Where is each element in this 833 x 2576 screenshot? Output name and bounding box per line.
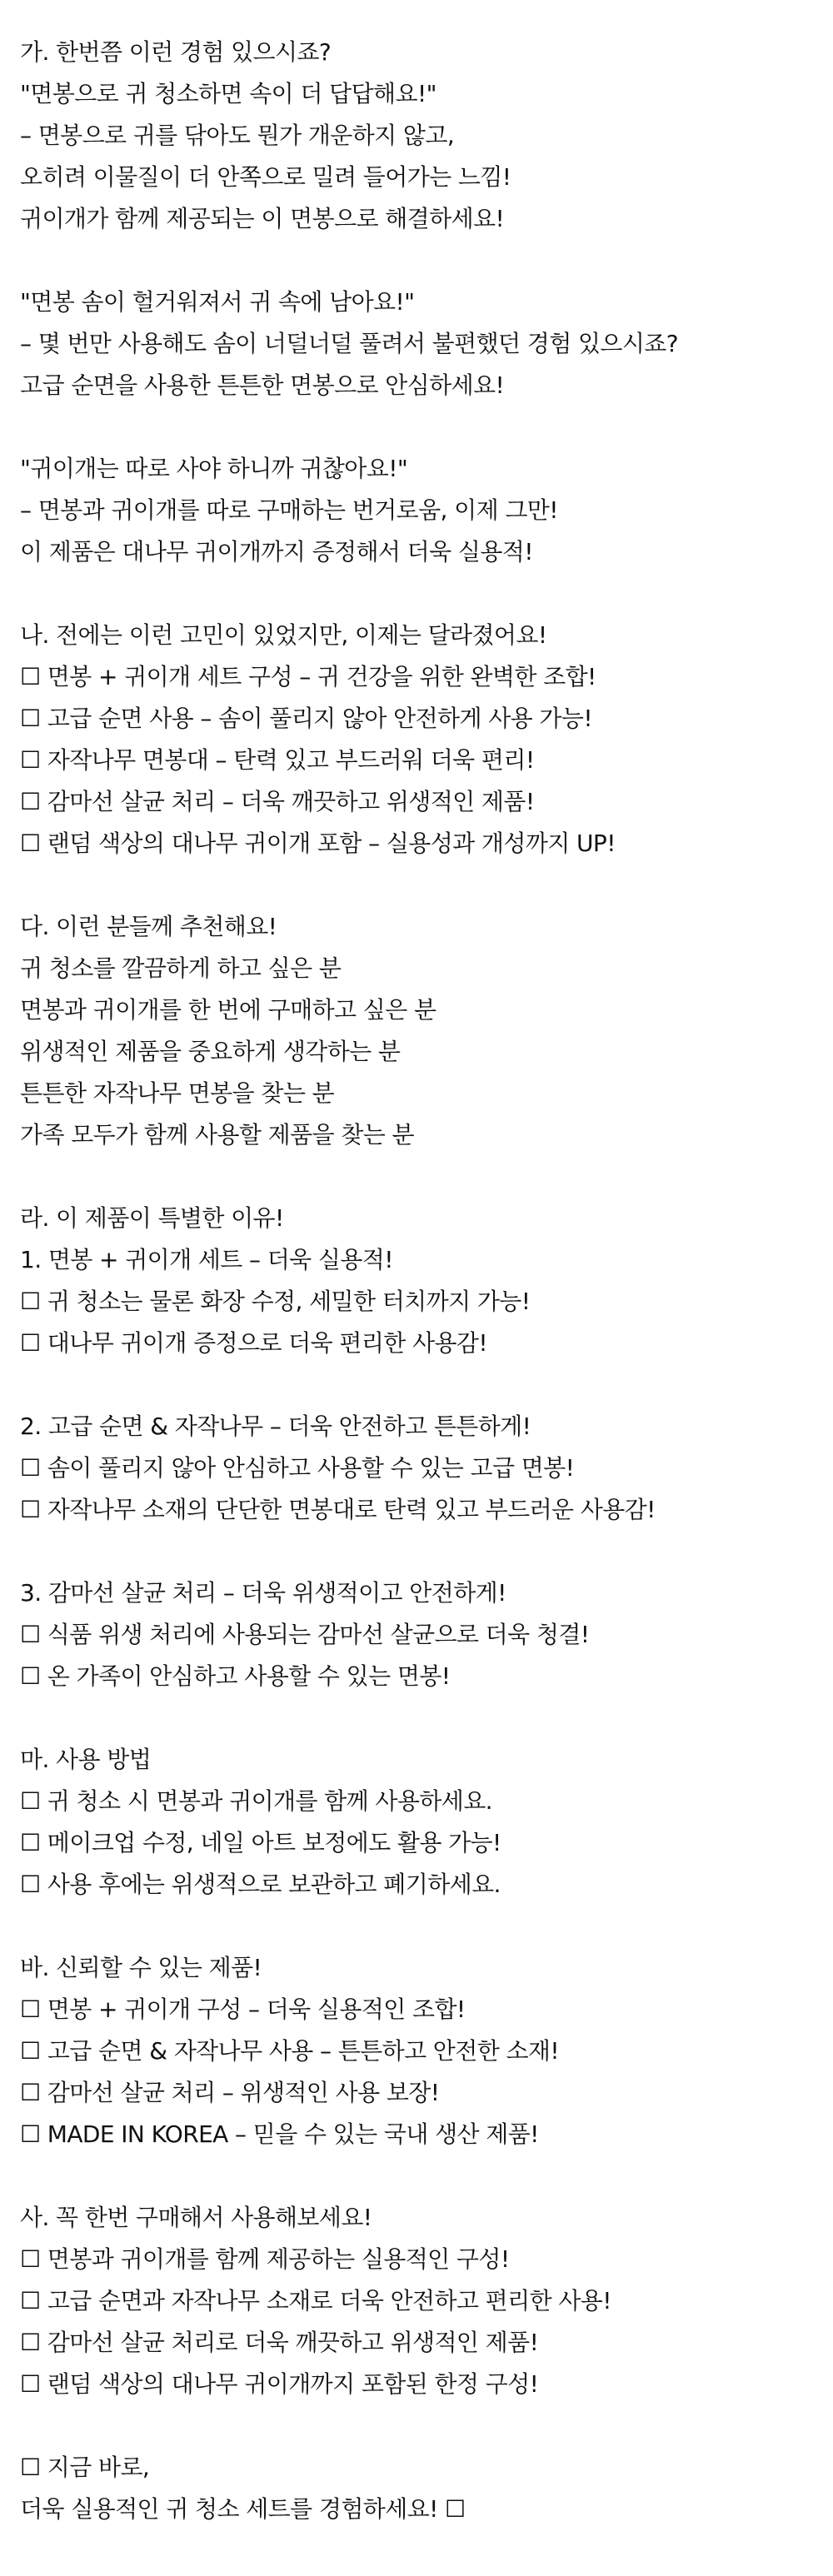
- closing-line: 더욱 실용적인 귀 청소 세트를 경험하세요! ☐: [20, 2495, 466, 2523]
- list-item: 귀 청소를 깔끔하게 하고 싶은 분: [20, 954, 342, 982]
- section-ma: [20, 1739, 833, 1906]
- checkbox-list-item: ☐ MADE IN KOREA – 믿을 수 있는 국내 생산 제품!: [20, 2120, 539, 2148]
- section-heading: 사. 꼭 한번 구매해서 사용해보세요!: [20, 2204, 372, 2231]
- checkbox-list-item: ☐ 면봉 + 귀이개 구성 – 더욱 실용적인 조합!: [20, 1996, 466, 2023]
- section-ga: [20, 32, 833, 240]
- checkbox-list-item: ☐ 감마선 살균 처리 – 더욱 깨끗하고 위생적인 제품!: [20, 788, 535, 815]
- spacer: [20, 2405, 833, 2447]
- quote-line: "귀이개는 따로 사야 하니까 귀찮아요!": [20, 455, 408, 482]
- spacer: [20, 1906, 833, 1947]
- text-line: – 몇 번만 사용해도 솜이 너덜너덜 풀려서 불편했던 경험 있으시죠?: [20, 330, 679, 357]
- text-line: – 면봉과 귀이개를 따로 구매하는 번거로움, 이제 그만!: [20, 496, 558, 524]
- subsection-heading: 2. 고급 순면 & 자작나무 – 더욱 안전하고 튼튼하게!: [20, 1413, 531, 1440]
- list-item: 가족 모두가 함께 사용할 제품을 찾는 분: [20, 1121, 414, 1148]
- checkbox-list-item: ☐ 랜덤 색상의 대나무 귀이개까지 포함된 한정 구성!: [20, 2370, 539, 2398]
- section-ga-2: [20, 282, 833, 406]
- spacer: [20, 573, 833, 615]
- section-ra-3: [20, 1572, 833, 1697]
- text-line: 이 제품은 대나무 귀이개까지 증정해서 더욱 실용적!: [20, 538, 533, 566]
- list-item: 면봉과 귀이개를 한 번에 구매하고 싶은 분: [20, 996, 436, 1024]
- checkbox-list-item: ☐ 면봉 + 귀이개 세트 구성 – 귀 건강을 위한 완벽한 조합!: [20, 663, 596, 690]
- section-closing: [20, 2447, 833, 2530]
- checkbox-list-item: ☐ 메이크업 수정, 네일 아트 보정에도 활용 가능!: [20, 1829, 501, 1856]
- checkbox-list-item: ☐ 자작나무 소재의 단단한 면봉대로 탄력 있고 부드러운 사용감!: [20, 1496, 656, 1523]
- spacer: [20, 1156, 833, 1198]
- checkbox-list-item: ☐ 대나무 귀이개 증정으로 더욱 편리한 사용감!: [20, 1329, 487, 1357]
- subsection-heading: 1. 면봉 + 귀이개 세트 – 더욱 실용적!: [20, 1246, 393, 1273]
- spacer: [20, 406, 833, 448]
- checkbox-list-item: ☐ 고급 순면 사용 – 솜이 풀리지 않아 안전하게 사용 가능!: [20, 705, 592, 732]
- subsection-heading: 3. 감마선 살균 처리 – 더욱 위생적이고 안전하게!: [20, 1579, 506, 1607]
- section-da: [20, 906, 833, 1156]
- section-heading: 라. 이 제품이 특별한 이유!: [20, 1204, 284, 1232]
- section-heading: 나. 전에는 이런 고민이 있었지만, 이제는 달라졌어요!: [20, 621, 547, 649]
- section-ra: [20, 1198, 833, 1364]
- text-line: – 면봉으로 귀를 닦아도 뭔가 개운하지 않고,: [20, 122, 455, 149]
- checkbox-list-item: ☐ 귀 청소는 물론 화장 수정, 세밀한 터치까지 가능!: [20, 1288, 531, 1315]
- section-heading: 마. 사용 방법: [20, 1746, 152, 1773]
- checkbox-list-item: ☐ 랜덤 색상의 대나무 귀이개 포함 – 실용성과 개성까지 UP!: [20, 830, 616, 857]
- checkbox-list-item: ☐ 자작나무 면봉대 – 탄력 있고 부드러워 더욱 편리!: [20, 746, 535, 774]
- spacer: [20, 240, 833, 282]
- spacer: [20, 1531, 833, 1572]
- spacer: [20, 1697, 833, 1739]
- text-line: 오히려 이물질이 더 안쪽으로 밀려 들어가는 느낌!: [20, 163, 511, 191]
- checkbox-list-item: ☐ 감마선 살균 처리 – 위생적인 사용 보장!: [20, 2079, 440, 2106]
- checkbox-list-item: ☐ 솜이 풀리지 않아 안심하고 사용할 수 있는 고급 면봉!: [20, 1454, 575, 1482]
- checkbox-list-item: ☐ 고급 순면과 자작나무 소재로 더욱 안전하고 편리한 사용!: [20, 2287, 611, 2314]
- spacer: [20, 2155, 833, 2197]
- quote-line: "면봉으로 귀 청소하면 속이 더 답답해요!": [20, 80, 436, 107]
- section-sa: [20, 2197, 833, 2405]
- spacer: [20, 864, 833, 906]
- section-ra-2: [20, 1406, 833, 1531]
- checkbox-list-item: ☐ 감마선 살균 처리로 더욱 깨끗하고 위생적인 제품!: [20, 2329, 539, 2356]
- text-line: 고급 순면을 사용한 튼튼한 면봉으로 안심하세요!: [20, 371, 505, 399]
- list-item: 튼튼한 자작나무 면봉을 찾는 분: [20, 1079, 335, 1107]
- checkbox-list-item: ☐ 고급 순면 & 자작나무 사용 – 튼튼하고 안전한 소재!: [20, 2037, 559, 2065]
- checkbox-list-item: ☐ 면봉과 귀이개를 함께 제공하는 실용적인 구성!: [20, 2245, 510, 2273]
- spacer: [20, 1364, 833, 1406]
- checkbox-list-item: ☐ 사용 후에는 위생적으로 보관하고 폐기하세요.: [20, 1871, 501, 1898]
- checkbox-list-item: ☐ 식품 위생 처리에 사용되는 감마선 살균으로 더욱 청결!: [20, 1621, 590, 1648]
- checkbox-list-item: ☐ 귀 청소 시 면봉과 귀이개를 함께 사용하세요.: [20, 1787, 492, 1815]
- checkbox-list-item: ☐ 온 가족이 안심하고 사용할 수 있는 면봉!: [20, 1662, 451, 1690]
- text-line: 귀이개가 함께 제공되는 이 면봉으로 해결하세요!: [20, 205, 505, 232]
- section-ga-3: [20, 448, 833, 573]
- section-na: [20, 615, 833, 864]
- list-item: 위생적인 제품을 중요하게 생각하는 분: [20, 1038, 401, 1065]
- section-heading: 다. 이런 분들께 추천해요!: [20, 913, 277, 940]
- section-heading: 바. 신뢰할 수 있는 제품!: [20, 1954, 262, 1981]
- closing-line: ☐ 지금 바로,: [20, 2454, 150, 2481]
- section-ba: [20, 1947, 833, 2155]
- quote-line: "면봉 솜이 헐거워져서 귀 속에 남아요!": [20, 288, 415, 316]
- section-heading: 가. 한번쯤 이런 경험 있으시죠?: [20, 38, 332, 66]
